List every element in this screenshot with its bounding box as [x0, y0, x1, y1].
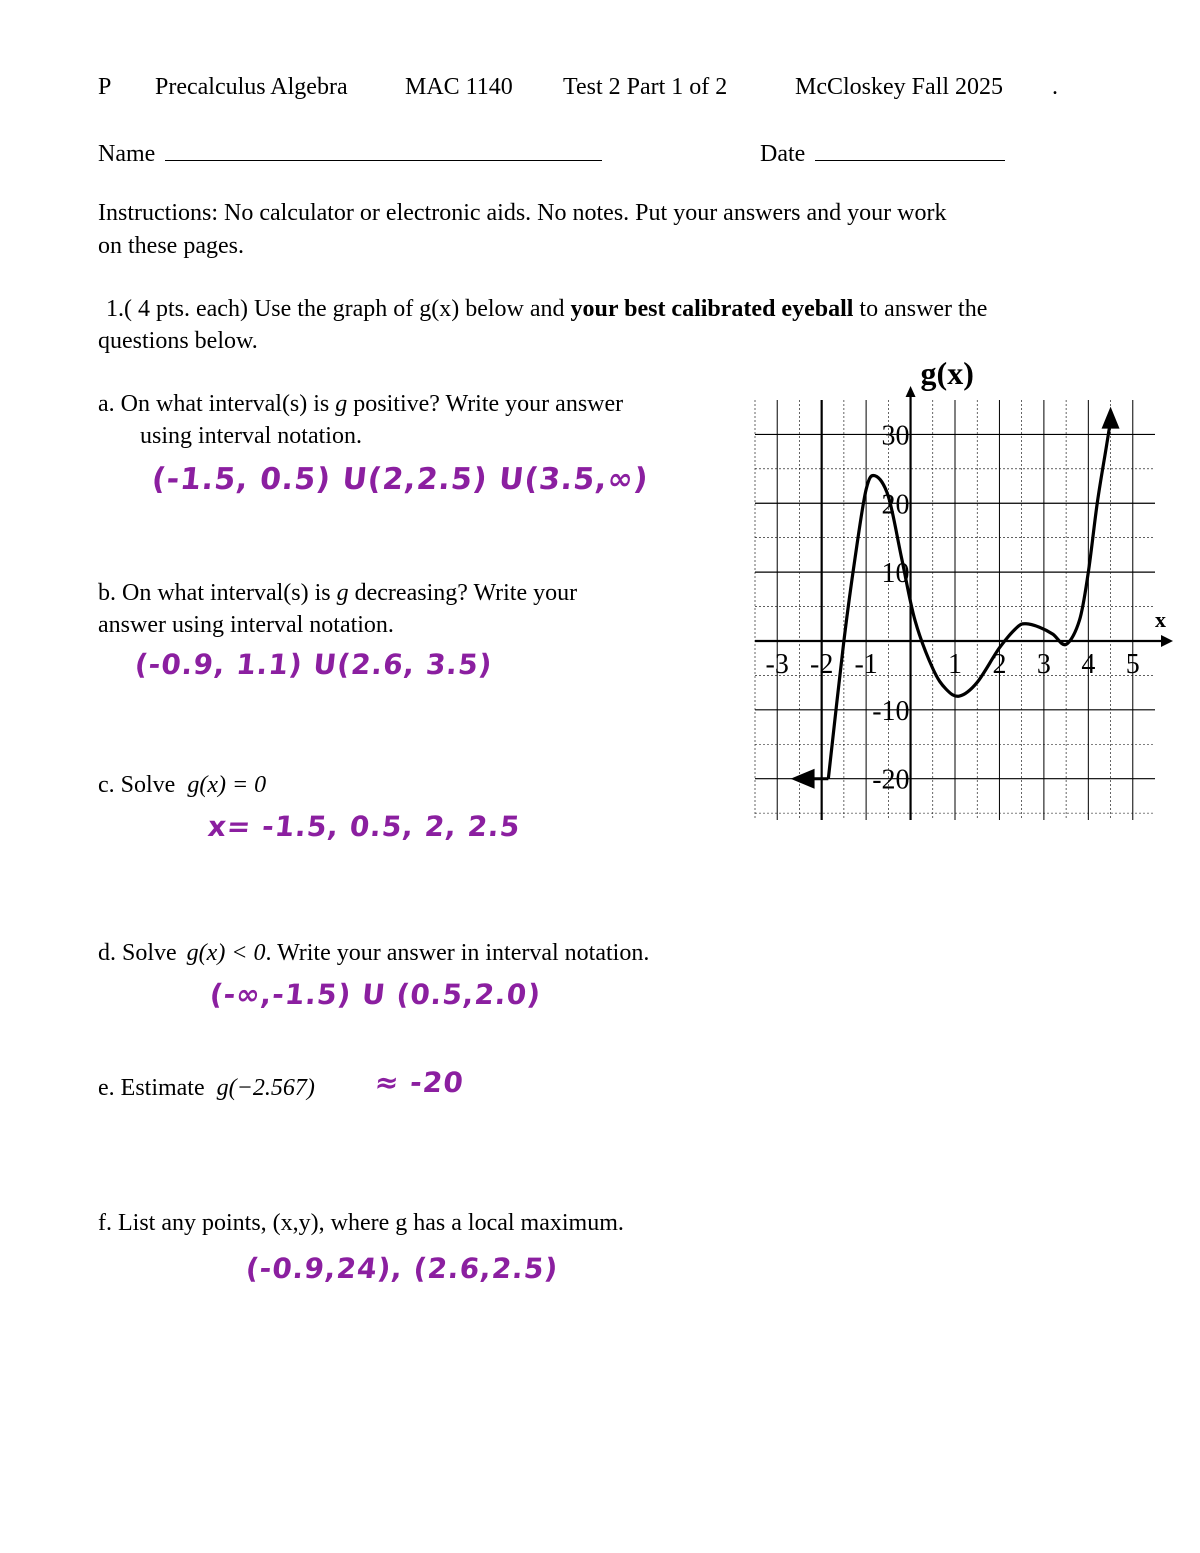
x-tick-label: -2	[810, 648, 834, 680]
header-trail: .	[1052, 74, 1058, 100]
part-d-answer: (-∞,-1.5) U (0.5,2.0)	[208, 978, 543, 1011]
curve-up-arrow-icon	[1102, 407, 1120, 429]
part-b-pre: b. On what interval(s) is	[98, 580, 337, 606]
x-axis-arrow-icon	[1161, 635, 1173, 647]
part-c-answer: x= -1.5, 0.5, 2, 2.5	[206, 810, 523, 843]
y-tick-label: 30	[881, 420, 910, 452]
x-tick-label: 3	[1036, 648, 1051, 680]
course-code: MAC 1140	[405, 74, 513, 100]
graph-g-of-x	[745, 355, 1175, 835]
part-d-question	[98, 940, 649, 967]
y-tick-label: 10	[881, 558, 910, 590]
course-title: Precalculus Algebra	[155, 74, 348, 100]
x-axis-label: x	[1155, 606, 1166, 632]
part-d-tail: . Write your answer in interval notation.	[265, 940, 650, 966]
name-label-text: Name	[98, 141, 156, 167]
part-a-post: positive? Write your answer	[347, 391, 624, 417]
part-e-equation: g(−2.567)	[216, 1075, 315, 1101]
y-axis-arrow-icon	[906, 386, 916, 397]
x-tick-label: 5	[1125, 648, 1140, 680]
part-d-label: d. Solve	[98, 940, 183, 966]
x-tick-label: 1	[948, 648, 962, 680]
header-p: P	[98, 74, 112, 100]
date-label	[760, 138, 1005, 168]
graph-grid	[755, 400, 1155, 820]
problem1-intro-pre: 1.( 4 pts. each) Use the graph of g(x) below and	[106, 296, 571, 322]
instructions-line2: on these pages.	[98, 233, 244, 259]
part-d-equation: g(x) < 0	[186, 940, 266, 966]
problem1-intro-line2: questions below.	[98, 328, 258, 354]
x-tick-label: 4	[1081, 648, 1096, 680]
curve-g	[828, 421, 1110, 779]
y-tick-label: 20	[881, 489, 910, 521]
x-tick-label: -1	[854, 648, 878, 680]
part-a-var: g	[335, 391, 348, 417]
part-a-pre: a. On what interval(s) is	[98, 391, 336, 417]
y-tick-label: -20	[872, 764, 910, 796]
part-f-question: f. List any points, (x,y), where g has a local maximum.	[98, 1210, 624, 1236]
x-tick-label: 2	[992, 648, 1007, 680]
test-title: Test 2 Part 1 of 2	[563, 74, 728, 100]
date-label-text: Date	[760, 141, 806, 167]
part-c-equation: g(x) = 0	[187, 772, 267, 798]
instructor-term: McCloskey Fall 2025	[795, 74, 1003, 100]
graph-title: g(x)	[920, 355, 974, 391]
x-tick-label: -3	[765, 648, 789, 680]
problem1-intro-post: to answer the	[853, 296, 988, 322]
part-e-question	[98, 1075, 315, 1102]
part-b-line2: answer using interval notation.	[98, 612, 394, 638]
instructions-line1: Instructions: No calculator or electronic aids. No notes. Put your answers and your work	[98, 200, 947, 226]
problem1-intro	[106, 296, 987, 323]
graph-axes	[755, 386, 1173, 820]
y-tick-label: -10	[872, 695, 910, 727]
part-f-answer: (-0.9,24), (2.6,2.5)	[244, 1252, 560, 1285]
part-c-label: c. Solve	[98, 772, 182, 798]
part-a-answer: (-1.5, 0.5) U(2,2.5) U(3.5,∞)	[150, 462, 651, 497]
part-b-answer: (-0.9, 1.1) U(2.6, 3.5)	[133, 648, 495, 681]
part-b-post: decreasing? Write your	[348, 580, 578, 606]
name-label	[98, 138, 602, 168]
part-c-question	[98, 772, 266, 799]
part-b-question	[98, 580, 577, 607]
curve-left-arrow-icon	[791, 769, 815, 789]
part-b-var: g	[336, 580, 349, 606]
part-e-answer: ≈ -20	[373, 1066, 466, 1099]
name-blank[interactable]	[165, 138, 602, 161]
date-blank[interactable]	[815, 138, 1005, 161]
part-e-label: e. Estimate	[98, 1075, 211, 1101]
part-a-line2: using interval notation.	[140, 423, 362, 449]
problem1-intro-bold: your best calibrated eyeball	[570, 296, 854, 322]
part-a-question	[98, 391, 623, 418]
